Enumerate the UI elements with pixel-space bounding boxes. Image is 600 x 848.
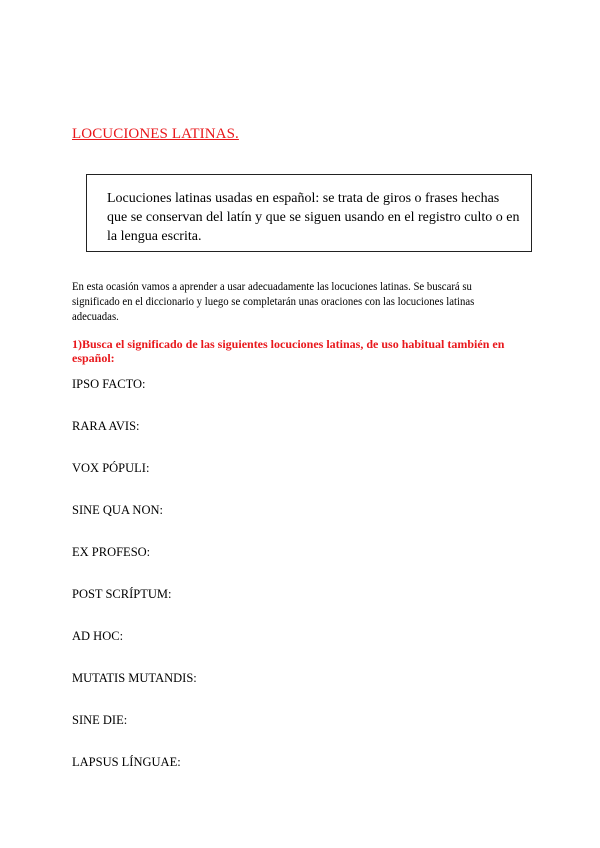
intro-paragraph: En esta ocasión vamos a aprender a usar adecuadamente las locuciones latinas. Se buscará su significado en el diccionario y luego se completarán unas oraciones con las locuciones latinas adecuadas. (72, 281, 475, 323)
definition-box (86, 174, 532, 252)
locution-item: MUTATIS MUTANDIS: (72, 671, 197, 685)
locution-item: IPSO FACTO: (72, 377, 146, 391)
page-title: LOCUCIONES LATINAS. (72, 126, 239, 142)
locution-item: SINE DIE: (72, 713, 128, 727)
locution-item: AD HOC: (72, 629, 124, 643)
locution-item: SINE QUA NON: (72, 503, 163, 517)
locution-item: LAPSUS LÍNGUAE: (72, 755, 181, 769)
locution-item: EX PROFESO: (72, 545, 151, 559)
locution-item: RARA AVIS: (72, 419, 140, 433)
locution-item: VOX PÓPULI: (72, 461, 150, 475)
task-instruction: 1)Busca el significado de las siguientes locuciones latinas, de uso habitual también en español: (72, 337, 505, 365)
locution-list (72, 376, 197, 796)
definition-text: Locuciones latinas usadas en español: se trata de giros o frases hechas que se conservan del latín y que se siguen usando en el registro culto o en la lengua escrita. (107, 191, 520, 244)
locution-item: POST SCRÍPTUM: (72, 587, 172, 601)
